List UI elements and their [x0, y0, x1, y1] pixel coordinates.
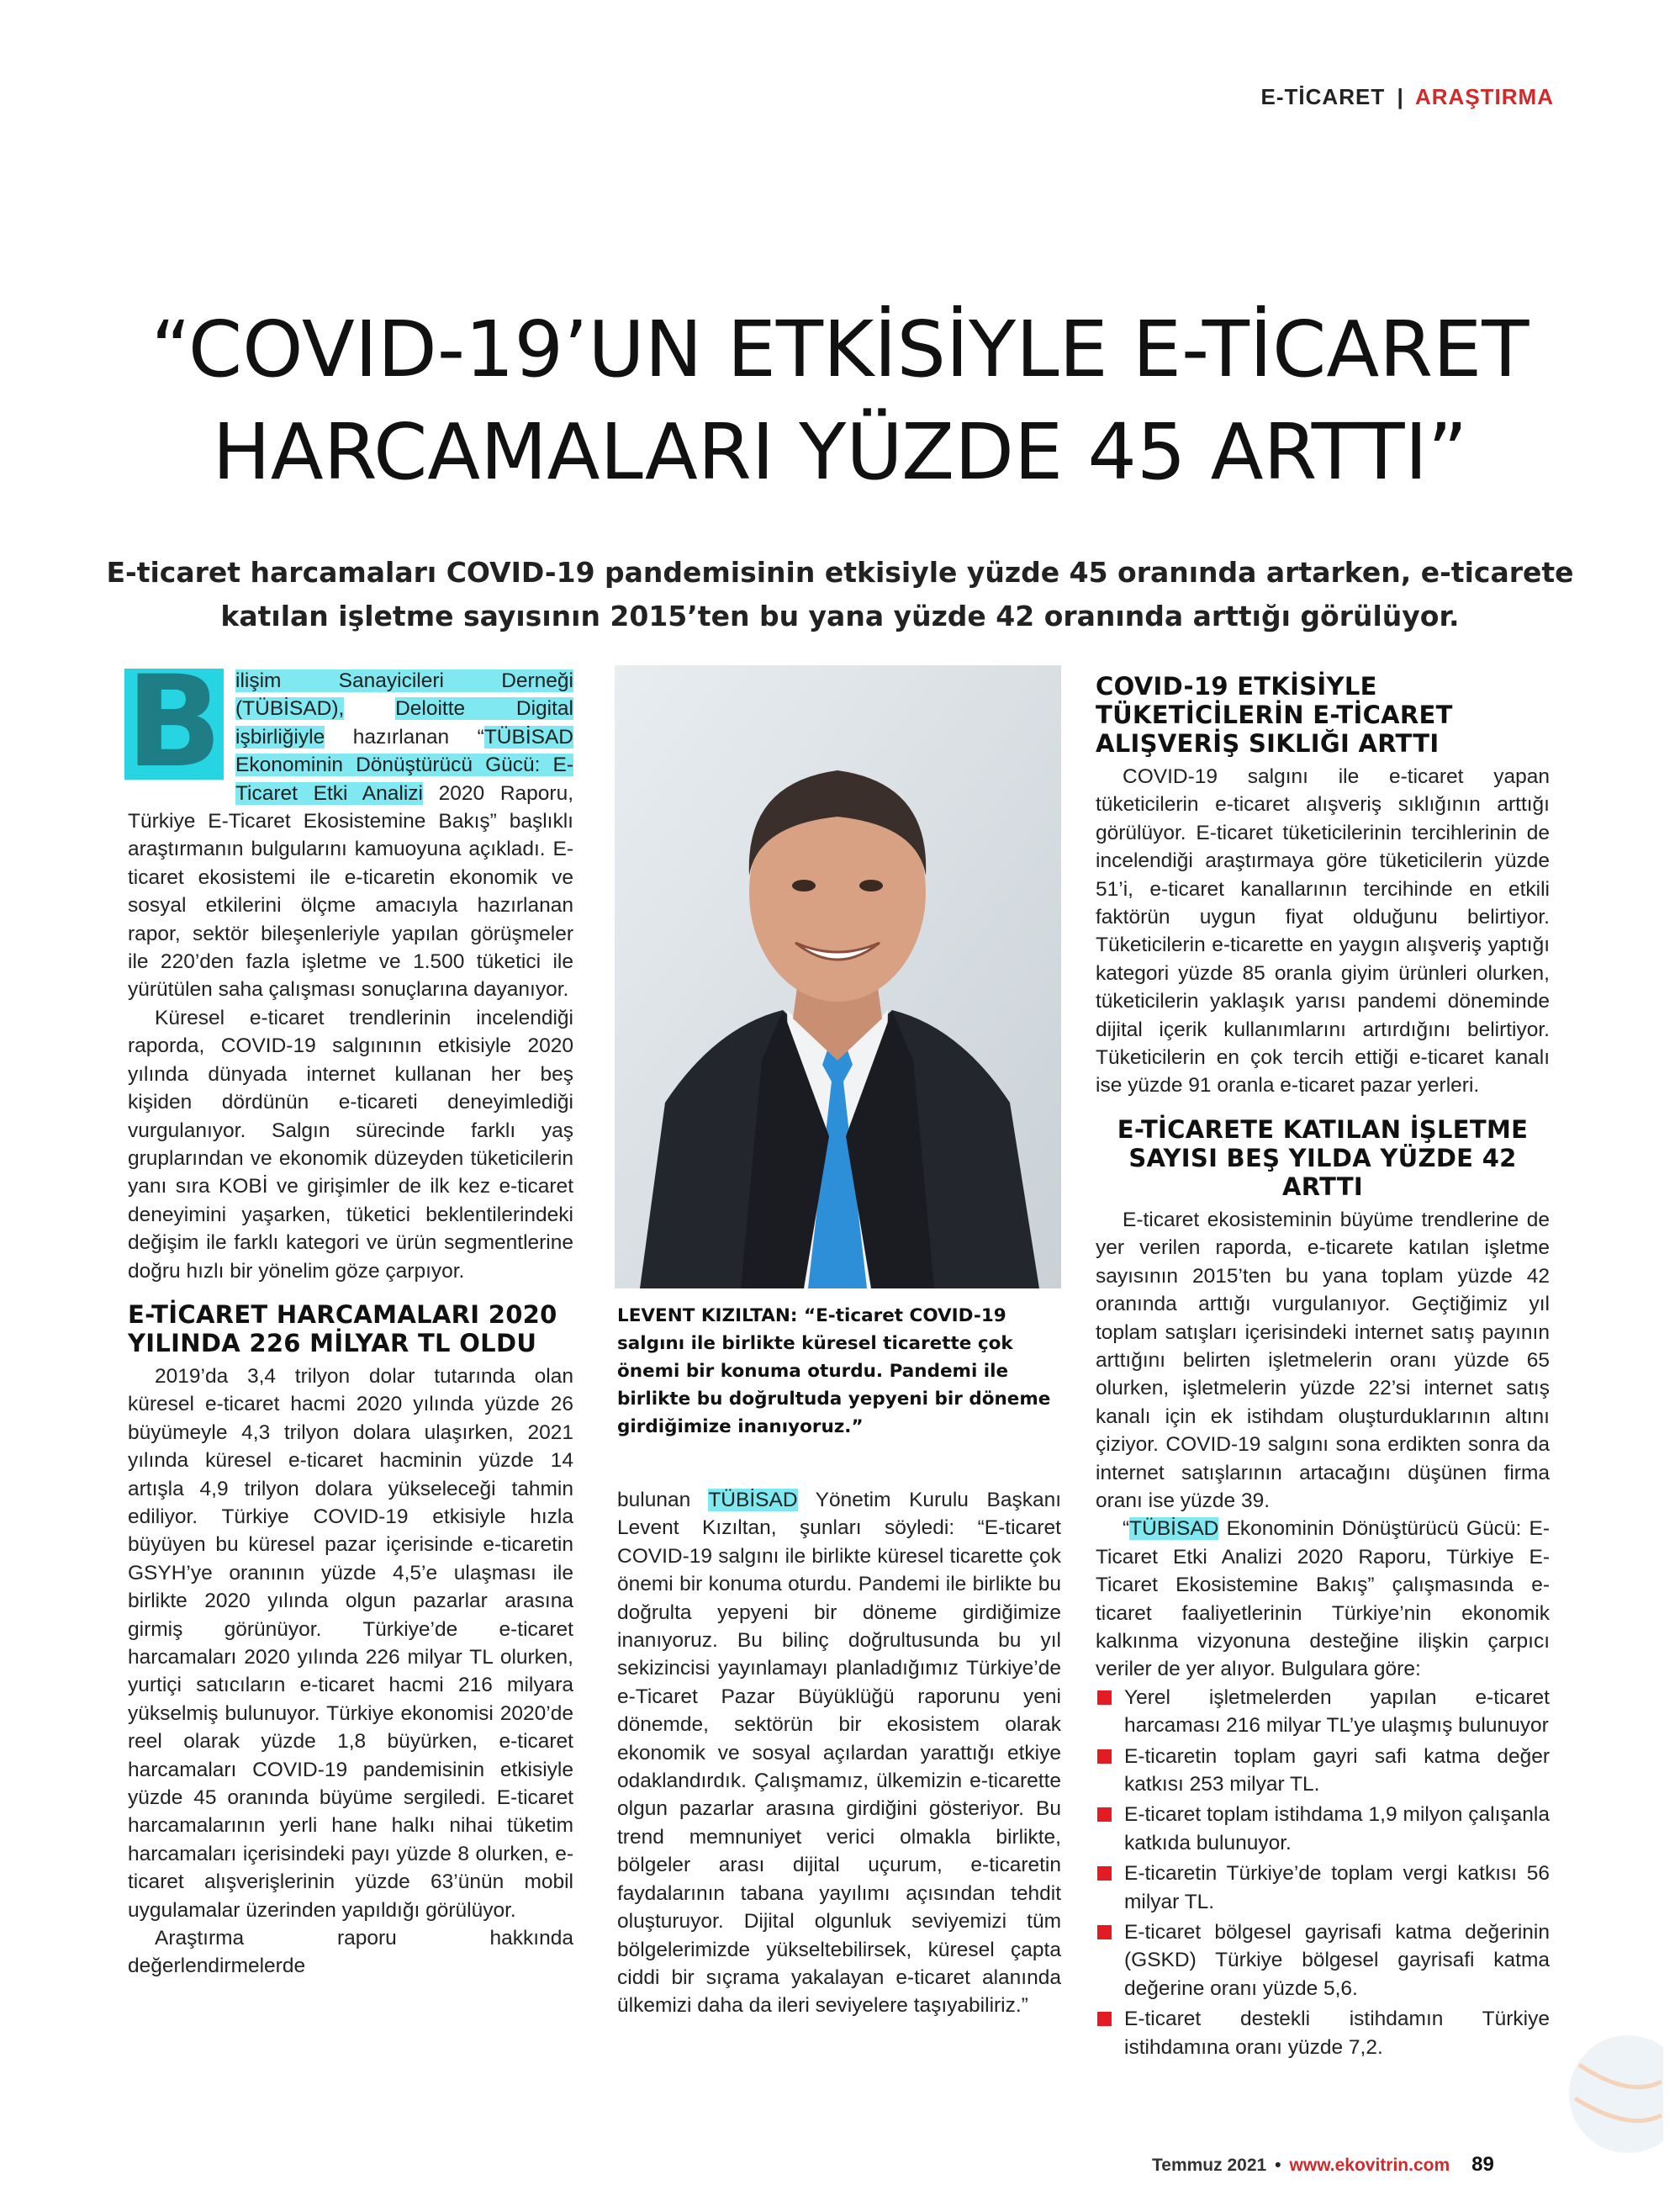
report-text: Ekonominin Dönüştürücü Gücü: E-Ticaret Etki Analizi 2020 Raporu, Türkiye E-Ticaret Ekosistemine Bakış” çalışmasında e-ticaret faaliyetlerinin Türkiye’nin ekonomik kalkınma vizyonuna desteğine ilişkin çarpıcı veriler de yer alıyor. Bulgulara göre: — [1096, 1517, 1550, 1681]
list-item — [1096, 1801, 1550, 1857]
section-category: E-TİCARET — [1260, 84, 1386, 109]
column-right — [1096, 672, 1550, 2064]
paragraph-evaluation: Araştırma raporu hakkında değerlendirmelerde — [128, 1927, 573, 1978]
list-item-text: Yerel işletmelerden yapılan e-ticaret harcaması 216 milyar TL’ye ulaşmış bulunuyor — [1124, 1685, 1550, 1738]
website-link[interactable]: www.ekovitrin.com — [1289, 2156, 1450, 2175]
paragraph-consumers: COVID-19 salgını ile e-ticaret yapan tüketicilerin e-ticaret alışveriş sıklığının arttığı görülüyor. E-ticaret tüketicilerinin tercihlerinin de incelendiği araştırmaya göre tüketicilerin yüzde 51’i, e-ticaret kanallarının tercihinde en etkili faktörün uygun fiyat olduğunu belirtiyor. Tüketicilerin e-ticarette en yaygın alışveriş yaptığı kategori yüzde 85 oranla giyim ürünleri olurken, tüketicilerin yaklaşık yarısı pandemi döneminde dijital içerik kullanımlarını artırdığını belirtiyor. Tüketicilerin en çok tercih ettiği e-ticaret kanalı ise yüzde 91 oranla e-ticaret pazar yerleri. — [1096, 765, 1550, 1098]
red-square-icon — [1097, 2012, 1112, 2026]
watermark-logo-icon — [1562, 2014, 1663, 2174]
quote-highlight: TÜBİSAD — [708, 1489, 798, 1511]
red-square-icon — [1097, 1807, 1112, 1822]
paragraph-businesses: E-ticaret ekosisteminin büyüme trendlerine de yer verilen raporda, e-ticarete katılan işletme sayısının 2015’ten bu yana toplam yüzde 42 oranında arttığı vurgulanıyor. Geçtiğimiz yıl toplam satışları içerisindeki internet satış payının arttığını belirten işletmelerin oranı yüzde 65 olurken, işletmelerin yüzde 22’si internet satış kanalı için ek istihdam oluşturduklarının altını çiziyor. COVID-19 salgını sona erdikten sonra da internet satışlarının artacağını düşünen firma oranı ise yüzde 39. — [1096, 1208, 1550, 1512]
red-square-icon — [1097, 1925, 1112, 1939]
lead-line-2: katılan işletme sayısının 2015’ten bu yana yüzde 42 oranında arttığı görülüyor. — [220, 600, 1460, 632]
subheading-consumers: COVID-19 ETKİSİYLE TÜKETİCİLERİN E-TİCARET ALIŞVERİŞ SIKLIĞI ARTTI — [1096, 672, 1453, 758]
quote-pre: bulunan — [617, 1489, 709, 1511]
intro-text-2: 2020 Raporu, Türkiye E-Ticaret Ekosistemine Bakış” başlıklı araştırmanın bulgularını kamuoyuna açıkladı. E-ticaret ekosistemi ile e-ticaretin ekonomik ve sosyal etkilerini ölçme amacıyla hazırlanan rapor, sektör bileşenleriyle yapılan görüşmeler ile 220’den fazla işletme ve 1.500 tüketici ile yürütülen saha çalışması sonuçlarına dayanıyor. — [128, 781, 573, 1002]
subheading-spending: E-TİCARET HARCAMALARI 2020 YILINDA 226 MİLYAR TL OLDU — [128, 1299, 557, 1357]
list-item-text: E-ticaret bölgesel gayrisafi katma değerinin (GSKD) Türkiye bölgesel gayrisafi katma değerine oranı yüzde 5,6. — [1124, 1921, 1550, 2000]
paragraph-report — [1096, 1515, 1550, 1683]
list-item — [1096, 1918, 1550, 2002]
article-lead — [101, 551, 1579, 638]
intro-text-1: hazırlanan “ — [325, 725, 484, 749]
page-footer — [1152, 2153, 1494, 2177]
footer-dot: • — [1275, 2156, 1281, 2175]
intro-highlight-2: Deloitte Digital işbirliğiyle — [235, 697, 573, 749]
headline-line-1: “COVID-19’UN ETKİSİYLE E-TİCARET — [151, 304, 1529, 394]
paragraph-quote — [617, 1486, 1061, 2020]
red-square-icon — [1097, 1866, 1112, 1881]
column-left — [125, 649, 573, 1981]
intro-highlight-3: TÜBİSAD Ekonominin Dönüştürücü Gücü: E-Ticaret Etki Analizi — [235, 725, 573, 805]
red-square-icon — [1097, 1690, 1112, 1705]
article-headline — [84, 299, 1596, 504]
section-subcategory: ARAŞTIRMA — [1415, 84, 1554, 109]
list-item-text: E-ticaretin toplam gayri safi katma değer katkısı 253 milyar TL. — [1124, 1744, 1550, 1796]
red-square-icon — [1097, 1749, 1112, 1764]
headline-line-2: HARCAMALARI YÜZDE 45 ARTTI” — [212, 407, 1468, 497]
intro-highlight-1: ilişim Sanayicileri Derneği (TÜBİSAD), — [235, 669, 573, 721]
page-number: 89 — [1471, 2153, 1494, 2176]
column-middle — [617, 1486, 1061, 2020]
list-item — [1096, 2005, 1550, 2061]
subheading-businesses: E-TİCARETE KATILAN İŞLETME SAYISI BEŞ YILDA YÜZDE 42 ARTTI — [1117, 1114, 1529, 1201]
photo-caption: LEVENT KIZILTAN: “E-ticaret COVID-19 salgını ile birlikte küresel ticarette çok önemi bir konuma oturdu. Pandemi ile birlikte bu doğrultuda yepyeni bir döneme girdiğimize inanıyoruz.” — [617, 1305, 1051, 1437]
list-item — [1096, 1860, 1550, 1916]
section-tag — [1261, 84, 1554, 110]
section-separator: | — [1397, 84, 1404, 109]
drop-cap: B — [125, 649, 223, 796]
findings-list — [1096, 1684, 1550, 2061]
list-item-text: E-ticaretin Türkiye’de toplam vergi katkısı 56 milyar TL. — [1124, 1862, 1550, 1913]
list-item — [1096, 1684, 1550, 1740]
paragraph-trends: Küresel e-ticaret trendlerinin incelendiği raporda, COVID-19 salgınının etkisiyle 2020 yılında dünyada internet kullanan her beş kişiden dördünün e-ticareti deneyimlediği vurgulanıyor. Salgın sürecinde farklı yaş gruplarından ve ekonomik düzeyden tüketicilerin yanı sıra KOBİ ve girişimler de ilk kez e-ticaret deneyimini yaşarken, tüketici beklentilerindeki değişim ile farklı kategori ve ürün segmentlerine doğru hızlı bir yönelim göze çarpıyor. — [128, 1006, 573, 1283]
paragraph-volume: 2019’da 3,4 trilyon dolar tutarında olan küresel e-ticaret hacmi 2020 yılında yüzde 26 büyümeyle 4,3 trilyon dolara ulaşırken, 2021 yılında küresel e-ticaret hacminin yüzde 14 artışla 4,9 trilyon dolara yükseleceği tahmin ediliyor. Türkiye COVID-19 etkisiyle hızla büyüyen bu küresel pazar içerisinde e-ticaretin GSYH’ye oranının yüzde 4,5’e ulaşması ile birlikte 2020 yılında olgun pazarlar arasına girmiş görünüyor. Türkiye’de e-ticaret harcamaları 2020 yılında 226 milyar TL olurken, yurtiçi satıcıların e-ticaret hacmi 216 milyara yükselmiş bulunuyor. Türkiye ekonomisi 2020’de reel olarak yüzde 1,8 büyürken, e-ticaret harcamaları COVID-19 pandemisinin etkisiyle yüzde 45 oranında büyüme sergiledi. E-ticaret harcamalarının yerli hane halkı nihai tüketim harcamaları içerisindeki payı yüzde 8 olurken, e-ticaret alışverişlerinin yüzde 63’ünün mobil uygulamalar üzerinden yapıldığı görülüyor. — [128, 1364, 573, 1922]
quote-text: Yönetim Kurulu Başkanı Levent Kızıltan, şunları söyledi: “E-ticaret COVID-19 salgını ile birlikte küresel ticarette çok önemi bir konuma oturdu. Pandemi ile birlikte bu doğrulta yepyeni bir döneme girdiğimize inanıyoruz. Bu bilinç doğrultusunda bu yıl sekizincisi yayınlamayı planladığımız Türkiye’de e-Ticaret Pazar Büyüklüğü raporunu yeni dönemde, sektörün bir ekosistem olarak ekonomik ve sosyal açılardan yarattığı etkiye odaklandırdık. Çalışmamız, ülkemizin e-ticarette olgun pazarlar arasına girdiğini gösteriyor. Bu trend memnuniyet verici olmakla birlikte, bölgeler arası dijital uçurum, e-ticaretin faydalarının tabana yayılımı açısından tehdit oluşturuyor. Dijital olgunluk seviyemizi tüm bölgelerimizde yükseltebilirsek, küresel çapta ciddi bir sıçrama yakalayan e-ticaret alanında ülkemizi daha da ileri seviyelere taşıyabiliriz.” — [617, 1489, 1062, 2018]
intro-paragraph — [125, 649, 573, 1004]
list-item-text: E-ticaret toplam istihdama 1,9 milyon çalışanla katkıda bulunuyor. — [1124, 1803, 1550, 1854]
report-highlight: TÜBİSAD — [1129, 1517, 1219, 1541]
portrait-photo — [615, 665, 1061, 1288]
list-item-text: E-ticaret destekli istihdamın Türkiye istihdamına oranı yüzde 7,2. — [1124, 2008, 1550, 2059]
lead-line-1: E-ticaret harcamaları COVID-19 pandemisinin etkisiyle yüzde 45 oranında artarken, e-ticarete — [106, 556, 1574, 589]
portrait-illustration — [615, 665, 1061, 1288]
issue-date: Temmuz 2021 — [1152, 2156, 1267, 2175]
report-open-quote: “ — [1123, 1517, 1130, 1541]
list-item — [1096, 1743, 1550, 1799]
